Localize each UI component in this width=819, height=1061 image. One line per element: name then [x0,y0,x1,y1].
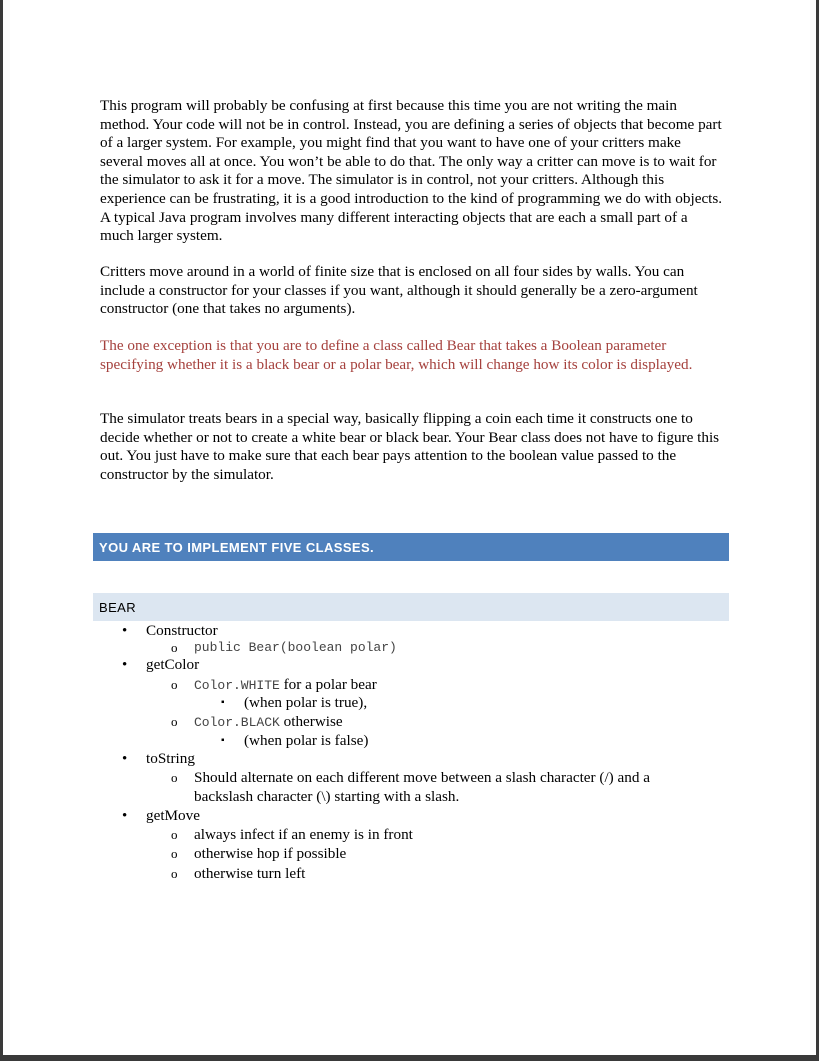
tostring-label: toString [146,750,195,767]
circle-bullet-icon: o [171,866,178,881]
circle-bullet-icon: o [171,640,178,655]
color-white-text: for a polar bear [283,676,377,693]
color-black-text: otherwise [283,713,343,730]
color-black-item [194,713,343,732]
exception-paragraph: The one exception is that you are to define a class called Bear that takes a Boolean parameter specifying whether it is a black bear or a polar bear, which will change how its color is displayed. [100,337,693,373]
intro-paragraph: This program will probably be confusing at first because this time you are not writing the main method. Your code will not be in control. Instead, you are defining a series of objects that become part of a larger system. For example, you might find that you want to have one of your critters make several moves all at once. You won’t be able to do that. The only way a critter can move is to wait for the simulator to ask it for a move. The simulator is in control, not your critters. Although this experience can be frustrating, it is a good introduction to the kind of programming we do with objects. A typical Java program involves many different interacting objects that are each a small part of a much larger system. [100,97,723,245]
simulator-paragraph: The simulator treats bears in a special way, basically flipping a coin each time it constructs one to decide whether or not to create a white bear or black bear. Your Bear class does not have to figure this out. You just have to make sure that each bear pays attention to the boolean value passed to the constructor by the simulator. [100,410,720,483]
color-white-code: Color.WHITE [194,678,280,693]
circle-bullet-icon: o [171,827,178,842]
getcolor-label: getColor [146,656,200,673]
getmove-item-infect: always infect if an enemy is in front [194,826,413,843]
getmove-item-hop: otherwise hop if possible [194,845,347,862]
circle-bullet-icon: o [171,770,178,785]
bear-subheading: BEAR [93,593,729,621]
document-page [3,0,816,1055]
bullet-icon: • [122,657,128,673]
getmove-item-turn: otherwise turn left [194,865,306,882]
color-black-detail: (when polar is false) [244,732,369,749]
color-white-detail: (when polar is true), [244,694,368,711]
circle-bullet-icon: o [171,677,178,692]
circle-bullet-icon: o [171,714,178,729]
tostring-desc-line1: Should alternate on each different move between a slash character (/) and a [194,769,650,786]
getmove-label: getMove [146,807,200,824]
square-bullet-icon: ▪ [221,697,225,708]
constructor-signature: public Bear(boolean polar) [194,640,397,655]
bullet-icon: • [122,623,128,639]
world-paragraph: Critters move around in a world of finite size that is enclosed on all four sides by walls. You can include a constructor for your classes if you want, although it should generally be a zero-argument constructor (one that takes no arguments). [100,263,698,318]
constructor-label: Constructor [146,622,218,639]
bullet-icon: • [122,808,128,824]
bullet-icon: • [122,751,128,767]
color-black-code: Color.BLACK [194,715,280,730]
tostring-desc-line2: backslash character (\) starting with a slash. [194,788,460,805]
color-white-item [194,676,377,695]
circle-bullet-icon: o [171,846,178,861]
section-heading: YOU ARE TO IMPLEMENT FIVE CLASSES. [93,533,729,561]
square-bullet-icon: ▪ [221,735,225,746]
